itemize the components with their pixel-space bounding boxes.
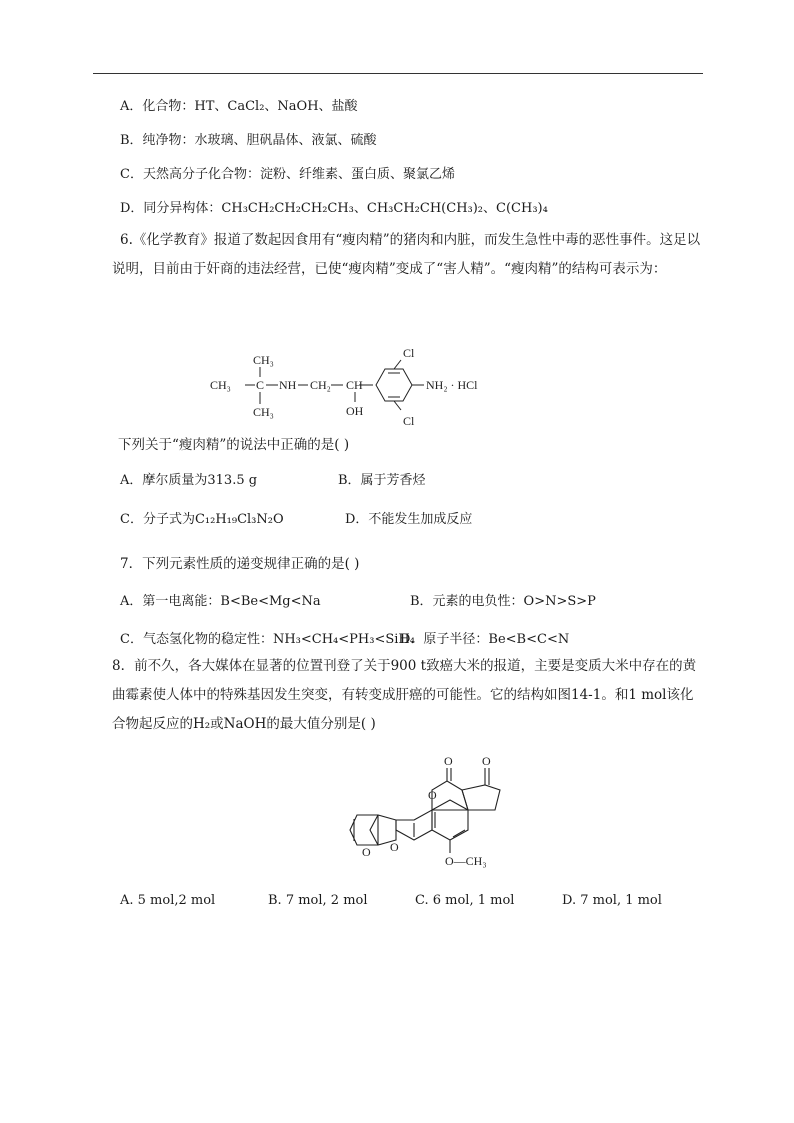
structure-cl-bottom: Cl	[403, 414, 415, 428]
q8-option-d: D. 7 mol, 1 mol	[562, 893, 662, 908]
structure-oh: OH	[346, 404, 364, 418]
q8-stem: 8．前不久，各大媒体在显著的位置刊登了关于900 t致癌大米的报道，主要是变质大米中存在的黄曲霉素使人体中的特殊基因发生突变，有转变成肝癌的可能性。它的结构如图14-1。和1 mol该化合物起反应的H₂或NaOH的最大值分别是( )	[112, 658, 697, 732]
q5-option-c: C．天然高分子化合物：淀粉、纤维素、蛋白质、聚氯乙烯	[120, 167, 455, 182]
q8-option-b: B. 7 mol, 2 mol	[268, 893, 368, 908]
q5-option-d: D．同分异构体：CH₃CH₂CH₂CH₂CH₃、CH₃CH₂CH(CH₃)₂、C(CH₃)₄	[120, 201, 548, 216]
q7-option-c: C．气态氢化物的稳定性：NH₃<CH₄<PH₃<SiH₄	[120, 632, 415, 647]
q7-option-b: B．元素的电负性：O>N>S>P	[410, 594, 596, 609]
q6-question: 下列关于“瘦肉精”的说法中正确的是( )	[118, 437, 350, 453]
q5-option-a: A．化合物：HT、CaCl₂、NaOH、盐酸	[120, 99, 358, 114]
structure-nh: NH	[279, 378, 297, 392]
structure-cl-top: Cl	[403, 346, 415, 360]
aflatoxin-o-furan: O	[362, 845, 371, 859]
q7-stem: 7．下列元素性质的递变规律正确的是( )	[120, 556, 360, 572]
aflatoxin-o-ring: O	[428, 788, 437, 802]
aflatoxin-structure	[345, 755, 535, 870]
q8-option-a: A. 5 mol,2 mol	[120, 893, 216, 908]
structure-ch3-bottom: CH₃	[253, 405, 274, 419]
header-rule	[93, 73, 703, 74]
q7-option-a: A．第一电离能：B<Be<Mg<Na	[120, 594, 321, 609]
q6-option-b: B．属于芳香烃	[338, 473, 426, 488]
aflatoxin-o-carbonyl-2: O	[482, 755, 491, 768]
aflatoxin-o-carbonyl-1: O	[444, 755, 453, 768]
q7-option-d: D．原子半径：Be<B<C<N	[400, 632, 570, 647]
structure-ch2: CH₂	[310, 378, 331, 392]
q5-option-b: B．纯净物：水玻璃、胆矾晶体、液氯、硫酸	[120, 133, 377, 148]
structure-c: C	[256, 378, 265, 392]
q8-option-c: C. 6 mol, 1 mol	[415, 893, 515, 908]
structure-ch3-left: CH₃	[210, 378, 231, 392]
clenbuterol-structure	[205, 340, 525, 435]
structure-ch: CH	[346, 378, 363, 392]
structure-ch3-top: CH₃	[253, 353, 274, 367]
aflatoxin-o-bridge: O	[390, 840, 399, 854]
structure-nh2-hcl: NH₂ · HCl	[426, 378, 478, 392]
q6-option-a: A．摩尔质量为313.5 g	[120, 473, 258, 488]
q6-option-c: C．分子式为C₁₂H₁₉Cl₃N₂O	[120, 512, 284, 527]
q6-option-d: D．不能发生加成反应	[345, 512, 473, 527]
aflatoxin-och3: O—CH₃	[445, 854, 487, 868]
q6-stem: 6.《化学教育》报道了数起因食用有“瘦肉精”的猪肉和内脏，而发生急性中毒的恶性事件。这足以说明，目前由于奸商的违法经营，已使“瘦肉精”变成了“害人精”。“瘦肉精”的结构可表示为：	[112, 232, 701, 277]
